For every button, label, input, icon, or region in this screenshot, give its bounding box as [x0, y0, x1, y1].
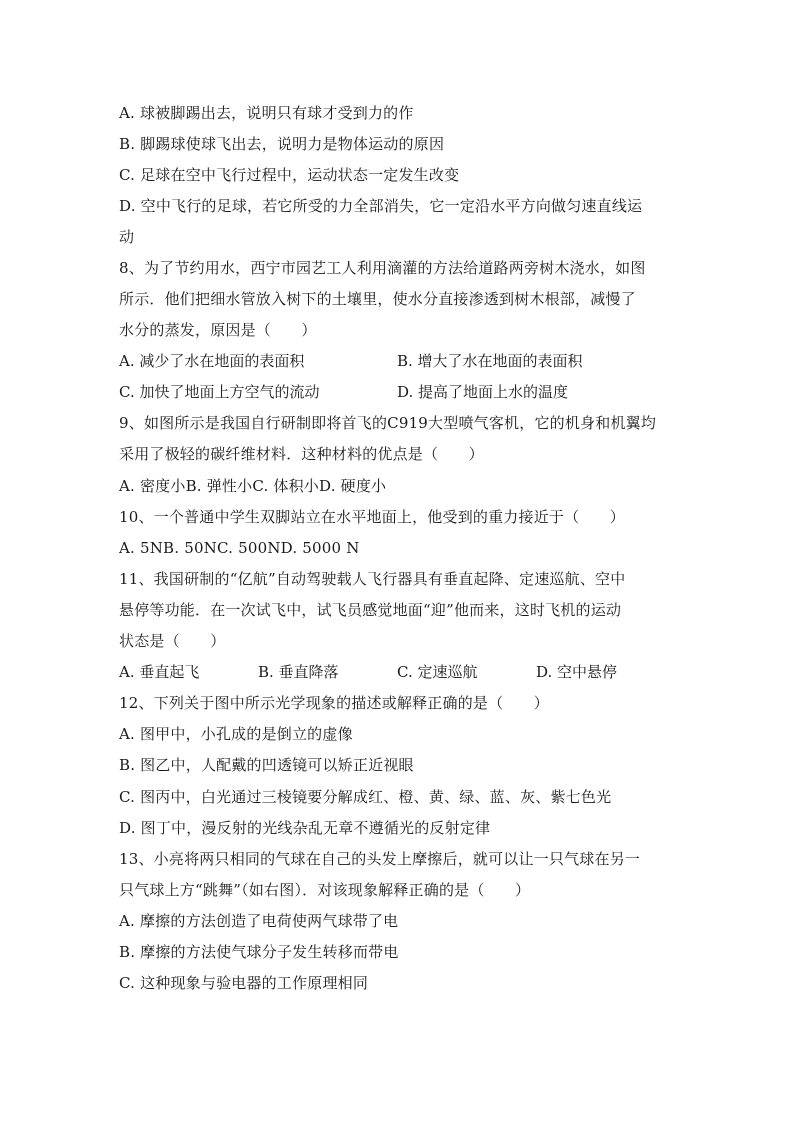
- q12-option-d: D. 图丁中，漫反射的光线杂乱无章不遵循光的反射定律: [119, 819, 491, 837]
- q9-stem-line1: 9、如图所示是我国自行研制即将首飞的C919大型喷气客机，它的机身和机翼均: [119, 414, 657, 432]
- q8-option-c: C. 加快了地面上方空气的流动: [119, 383, 320, 401]
- q7-option-a: A. 球被脚踢出去，说明只有球才受到力的作: [119, 104, 414, 122]
- q11-stem-line2: 悬停等功能．在一次试飞中，试飞员感觉地面“迎”他而来，这时飞机的运动: [119, 601, 622, 619]
- q13-option-c: C. 这种现象与验电器的工作原理相同: [119, 974, 369, 992]
- q11-option-a: A. 垂直起飞: [119, 663, 200, 681]
- q8-option-b: B. 增大了水在地面的表面积: [397, 352, 583, 370]
- q7-option-b: B. 脚踢球使球飞出去，说明力是物体运动的原因: [119, 135, 445, 153]
- q12-option-a: A. 图甲中，小孔成的是倒立的虚像: [119, 725, 353, 743]
- q11-stem-line1: 11、我国研制的“亿航”自动驾驶载人飞行器具有垂直起降、定速巡航、空中: [119, 570, 626, 588]
- q12-option-c: C. 图丙中，白光通过三棱镜要分解成红、橙、黄、绿、蓝、灰、紫七色光: [119, 788, 612, 806]
- q11-option-c: C. 定速巡航: [397, 663, 478, 681]
- q7-option-d-line1: D. 空中飞行的足球，若它所受的力全部消失，它一定沿水平方向做匀速直线运: [119, 197, 643, 215]
- q9-stem-line2: 采用了极轻的碳纤维材料．这种材料的优点是（ ）: [119, 445, 484, 463]
- q13-stem-line1: 13、小亮将两只相同的气球在自己的头发上摩擦后，就可以让一只气球在另一: [119, 850, 641, 868]
- q7-option-d-line2: 动: [119, 228, 135, 246]
- q10-stem: 10、一个普通中学生双脚站立在水平地面上，他受到的重力接近于（ ）: [119, 508, 625, 526]
- q12-stem: 12、下列关于图中所示光学现象的描述或解释正确的是（ ）: [119, 694, 549, 712]
- q11-option-d: D. 空中悬停: [536, 663, 618, 681]
- q8-stem-line2: 所示．他们把细水管放入树下的土壤里，使水分直接渗透到树木根部，减慢了: [119, 290, 636, 308]
- q8-stem-line1: 8、为了节约用水，西宁市园艺工人利用滴灌的方法给道路两旁树木浇水，如图: [119, 259, 646, 277]
- q11-stem-line3: 状态是（ ）: [119, 632, 226, 650]
- q12-option-b: B. 图乙中，人配戴的凹透镜可以矫正近视眼: [119, 756, 414, 774]
- q13-option-b: B. 摩擦的方法使气球分子发生转移而带电: [119, 943, 399, 961]
- q7-option-c: C. 足球在空中飞行过程中，运动状态一定发生改变: [119, 166, 460, 184]
- q10-options: A. 5NB. 50NC. 500ND. 5000 N: [119, 539, 360, 557]
- q9-options: A. 密度小B. 弹性小C. 体积小D. 硬度小: [119, 477, 387, 495]
- q11-option-b: B. 垂直降落: [258, 663, 339, 681]
- q8-option-d: D. 提高了地面上水的温度: [397, 383, 569, 401]
- q8-option-a: A. 减少了水在地面的表面积: [119, 352, 305, 370]
- q8-stem-line3: 水分的蒸发，原因是（ ）: [119, 321, 317, 339]
- q13-stem-line2: 只气球上方“跳舞”（如右图）．对该现象解释正确的是（ ）: [119, 881, 531, 899]
- q13-option-a: A. 摩擦的方法创造了电荷使两气球带了电: [119, 912, 399, 930]
